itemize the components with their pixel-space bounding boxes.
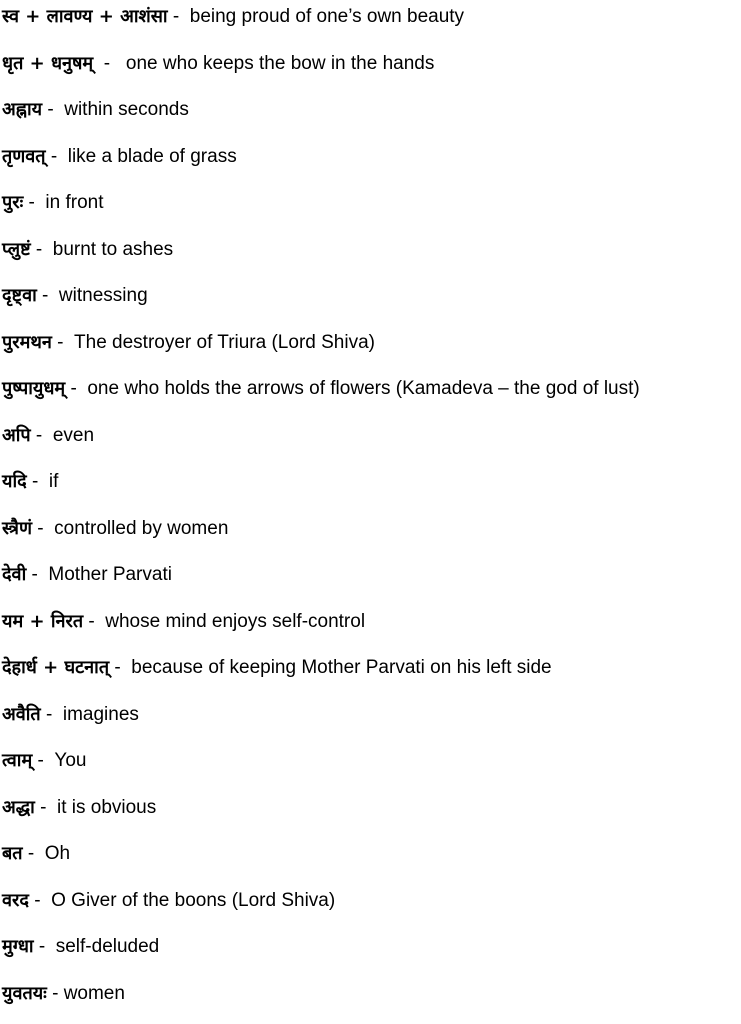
separator-dash: - <box>109 657 132 678</box>
glossary-entry <box>2 188 737 218</box>
glossary-entry <box>2 235 737 265</box>
separator-dash: - <box>51 332 75 353</box>
separator-dash: - <box>34 797 57 818</box>
sanskrit-term: अह्नाय <box>2 99 43 120</box>
glossary-entry <box>2 374 737 404</box>
sanskrit-term: पुष्पायुधम् <box>2 378 66 399</box>
sanskrit-term: वरद <box>2 890 29 911</box>
glossary-entry <box>2 421 737 451</box>
separator-dash: - <box>26 471 49 492</box>
glossary-entry <box>2 979 737 1009</box>
glossary-entry <box>2 746 737 776</box>
english-meaning: whose mind enjoys self-control <box>105 611 366 632</box>
glossary-entry <box>2 281 737 311</box>
english-meaning: if <box>48 471 59 492</box>
separator-dash: - <box>93 53 126 74</box>
english-meaning: because of keeping Mother Parvati on his left side <box>131 657 552 678</box>
glossary-entry <box>2 2 737 32</box>
separator-dash: - <box>46 983 64 1004</box>
separator-dash: - <box>45 146 68 167</box>
separator-dash: - <box>36 285 59 306</box>
sanskrit-term: बत <box>2 843 23 864</box>
sanskrit-term: यदि <box>2 471 27 492</box>
glossary-entry <box>2 886 737 916</box>
english-meaning: Oh <box>44 843 71 864</box>
separator-dash: - <box>31 518 55 539</box>
glossary-entry <box>2 653 737 683</box>
separator-dash: - <box>40 704 63 725</box>
sanskrit-term: युवतयः <box>2 983 47 1004</box>
glossary-entry <box>2 560 737 590</box>
sanskrit-term: तृणवत् <box>2 146 46 167</box>
separator-dash: - <box>26 564 49 585</box>
sanskrit-term: प्लुष्टं <box>2 239 31 260</box>
glossary-entry <box>2 49 737 79</box>
english-meaning: in front <box>45 192 104 213</box>
sanskrit-term: अद्धा <box>2 797 35 818</box>
glossary-entry <box>2 328 737 358</box>
english-meaning: You <box>54 750 87 771</box>
english-meaning: like a blade of grass <box>67 146 237 167</box>
english-meaning: burnt to ashes <box>52 239 174 260</box>
english-meaning: witnessing <box>58 285 148 306</box>
sanskrit-term: धृत + धनुषम् <box>2 53 94 74</box>
separator-dash: - <box>83 611 106 632</box>
glossary-entry <box>2 839 737 869</box>
sanskrit-term: स्व + लावण्य + आशंसा <box>2 6 168 27</box>
separator-dash: - <box>33 936 56 957</box>
sanskrit-term: अपि <box>2 425 31 446</box>
separator-dash: - <box>22 843 45 864</box>
glossary-entry <box>2 700 737 730</box>
english-meaning: within seconds <box>64 99 189 120</box>
sanskrit-term: स्त्रैणं <box>2 518 32 539</box>
glossary-entry <box>2 514 737 544</box>
english-meaning: self-deluded <box>55 936 160 957</box>
separator-dash: - <box>65 378 88 399</box>
sanskrit-term: मुग्धा <box>2 936 34 957</box>
english-meaning: one who keeps the bow in the hands <box>125 53 435 74</box>
english-meaning: imagines <box>62 704 139 725</box>
sanskrit-term: अवैति <box>2 704 41 725</box>
english-meaning: The destroyer of Triura (Lord Shiva) <box>74 332 375 353</box>
english-meaning: O Giver of the boons (Lord Shiva) <box>51 890 336 911</box>
english-meaning: it is obvious <box>56 797 157 818</box>
english-meaning: Mother Parvati <box>48 564 172 585</box>
sanskrit-term: दृष्ट्वा <box>2 285 37 306</box>
separator-dash: - <box>23 192 46 213</box>
glossary-entry <box>2 95 737 125</box>
english-meaning: one who holds the arrows of flowers (Kamadeva – the god of lust) <box>87 378 640 399</box>
separator-dash: - <box>28 890 52 911</box>
sanskrit-term: त्वाम् <box>2 750 33 771</box>
sanskrit-term: देवी <box>2 564 27 585</box>
sanskrit-term: पुरमथन <box>2 332 52 353</box>
glossary-entry <box>2 793 737 823</box>
glossary-entry <box>2 932 737 962</box>
separator-dash: - <box>167 6 190 27</box>
sanskrit-term: पुरः <box>2 192 24 213</box>
separator-dash: - <box>32 750 55 771</box>
english-meaning: controlled by women <box>54 518 229 539</box>
english-meaning: women <box>63 983 125 1004</box>
english-meaning: even <box>52 425 95 446</box>
separator-dash: - <box>30 425 53 446</box>
glossary-entry <box>2 467 737 497</box>
glossary-entry <box>2 607 737 637</box>
glossary-entry <box>2 142 737 172</box>
sanskrit-term: यम + निरत <box>2 611 84 632</box>
english-meaning: being proud of one’s own beauty <box>189 6 465 27</box>
separator-dash: - <box>42 99 65 120</box>
sanskrit-term: देहार्ध + घटनात् <box>2 657 110 678</box>
separator-dash: - <box>30 239 53 260</box>
